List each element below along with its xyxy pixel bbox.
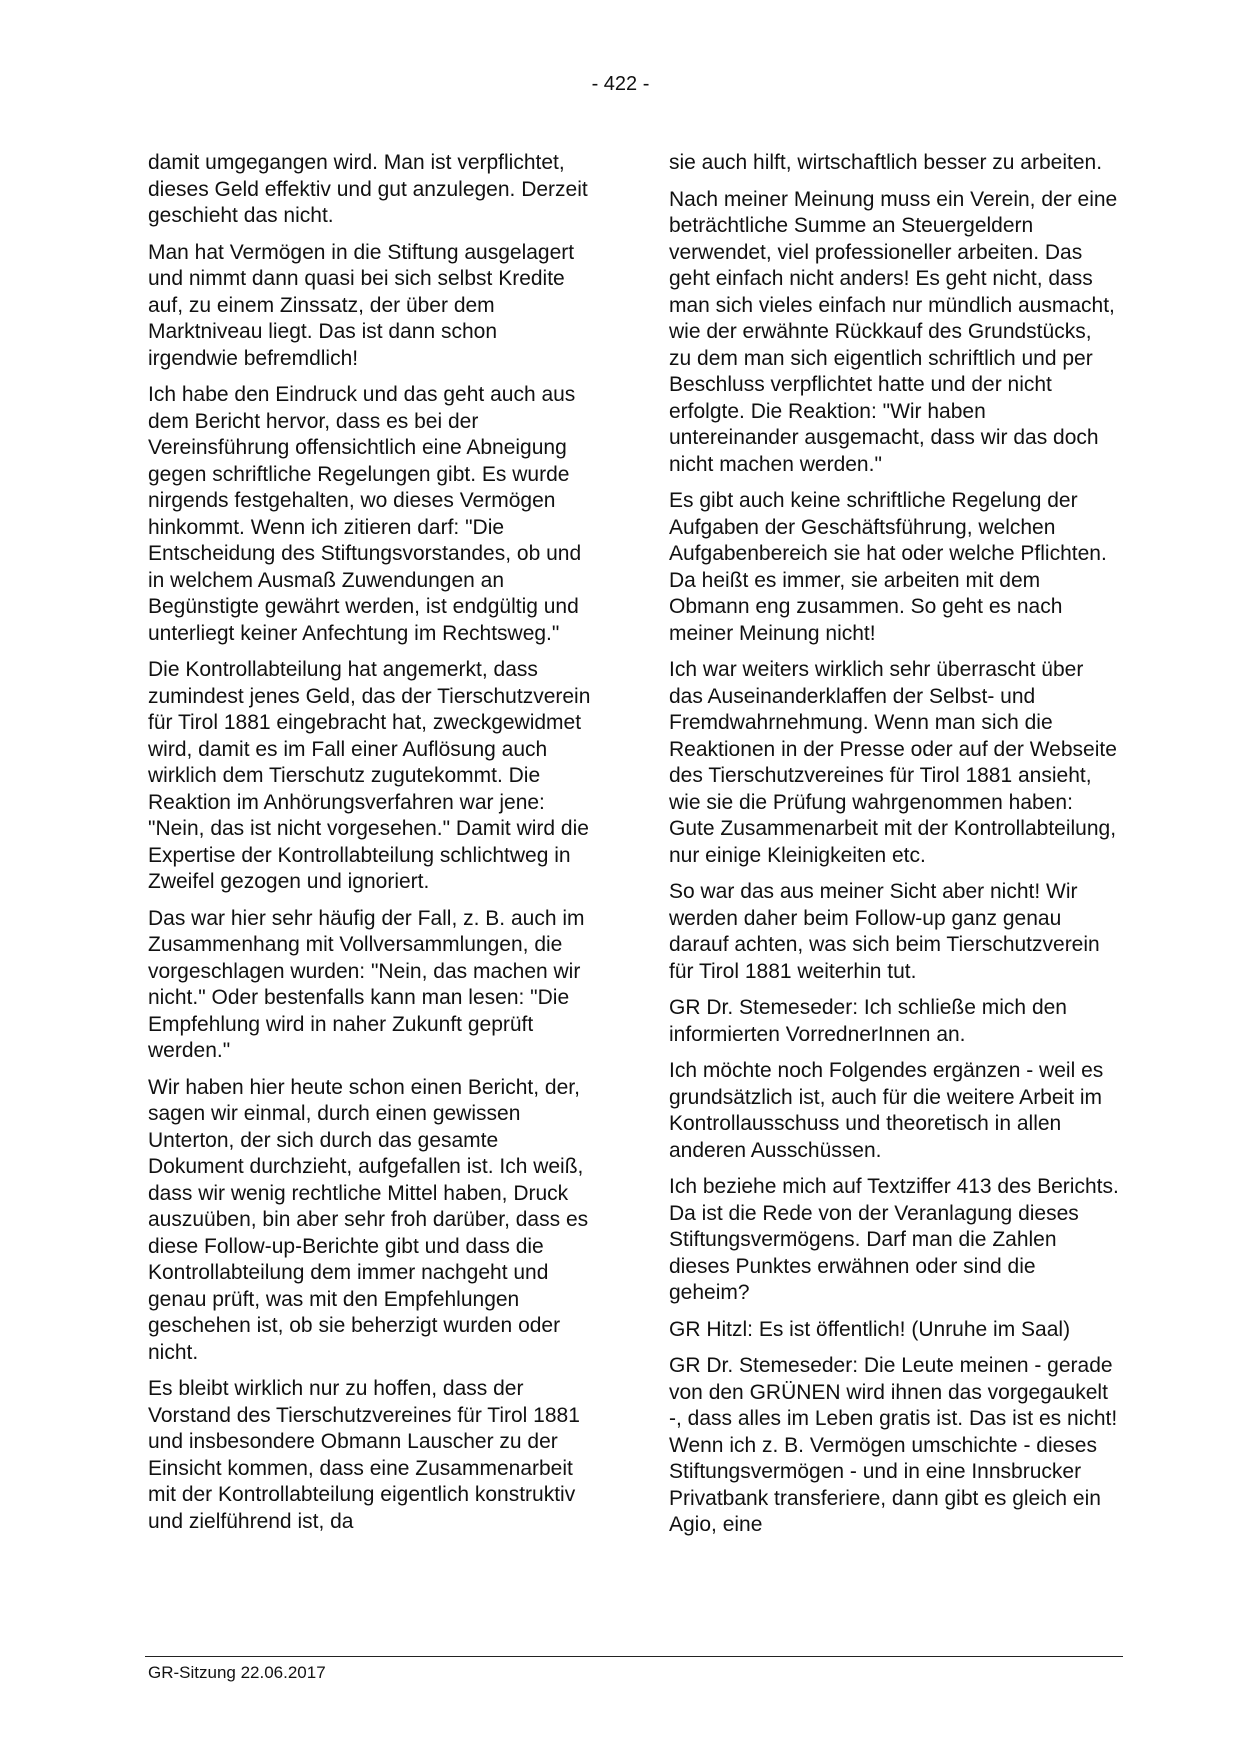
paragraph: sie auch hilft, wirtschaftlich besser zu arbeiten. xyxy=(669,151,1103,174)
paragraph: Die Kontrollabteilung hat angemerkt, dass zumindest jenes Geld, das der Tierschutzverein für Tirol 1881 eingebracht hat, zweckgewidmet wird, damit es im Fall einer Auflösung auch wirklich dem Tierschutz zugutekommt. Die Reaktion im Anhörungsverfahren war jene: "Nein, das ist nicht vorgesehen." Damit wird die Expertise der Kontrollabteilung schlichtweg in Zweifel gezogen und ignoriert. xyxy=(148,658,591,893)
paragraph: Das war hier sehr häufig der Fall, z. B. auch im Zusammenhang mit Vollversammlungen, die vorgeschlagen wurden: "Nein, das machen wir nicht." Oder bestenfalls kann man lesen: "Die Empfehlung wird in naher Zukunft geprüft werden." xyxy=(148,906,585,1062)
paragraph: Ich habe den Eindruck und das geht auch aus dem Bericht hervor, dass es bei der Vereinsführung offensichtlich eine Abneigung gegen schriftliche Regelungen gibt. Es wurde nirgends festgehalten, wo dieses Vermögen hinkommt. Wenn ich zitieren darf: "Die Entscheidung des Stiftungsvorstandes, ob und in welchem Ausmaß Zuwendungen an Begünstigte gewährt werden, ist endgültig und unterliegt keiner Anfechtung im Rechtsweg." xyxy=(148,383,582,645)
right-column xyxy=(669,150,1119,1549)
paragraph: Man hat Vermögen in die Stiftung ausgelagert und nimmt dann quasi bei sich selbst Kredite auf, zu einem Zinssatz, der über dem Marktniveau liegt. Das ist dann schon irgendwie befremdlich! xyxy=(148,240,575,370)
paragraph: Ich war weiters wirklich sehr überrascht über das Auseinanderklaffen der Selbst- und Fremdwahrnehmung. Wenn man sich die Reaktionen in der Presse oder auf der Webseite des Tierschutzvereines für Tirol 1881 ansieht, wie sie die Prüfung wahrgenommen haben: Gute Zusammenarbeit mit der Kontrollabteilung, nur einige Kleinigkeiten etc. xyxy=(669,658,1117,867)
paragraph: Es gibt auch keine schriftliche Regelung der Aufgaben der Geschäftsführung, welchen Aufgabenbereich sie hat oder welche Pflichten. Da heißt es immer, sie arbeiten mit dem Obmann eng zusammen. So geht es nach meiner Meinung nicht! xyxy=(669,489,1107,645)
paragraph: So war das aus meiner Sicht aber nicht! Wir werden daher beim Follow-up ganz genau darauf achten, was sich beim Tierschutzverein für Tirol 1881 weiterhin tut. xyxy=(669,880,1100,983)
footer-session-label: GR-Sitzung 22.06.2017 xyxy=(148,1663,326,1682)
paragraph: GR Hitzl: Es ist öffentlich! (Unruhe im Saal) xyxy=(669,1317,1071,1341)
paragraph: Nach meiner Meinung muss ein Verein, der eine beträchtliche Summe an Steuergeldern verwendet, viel professioneller arbeiten. Das geht einfach nicht anders! Es geht nicht, dass man sich vieles einfach nur mündlich ausmacht, wie der erwähnte Rückkauf des Grundstücks, zu dem man sich eigentlich schriftlich und per Beschluss verpflichtet hatte und der nicht erfolgte. Die Reaktion: "Wir haben untereinander ausgemacht, dass wir das doch nicht machen werden." xyxy=(669,187,1118,476)
page-number: - 422 - xyxy=(591,73,650,95)
paragraph: GR Dr. Stemeseder: Die Leute meinen - gerade von den GRÜNEN wird ihnen das vorgegaukelt -, dass alles im Leben gratis ist. Das ist es nicht! Wenn ich z. B. Vermögen umschichte - dieses Stiftungsvermögen - und in eine Innsbrucker Privatbank transferiere, dann gibt es gleich ein Agio, eine xyxy=(669,1354,1118,1536)
paragraph: Ich beziehe mich auf Textziffer 413 des Berichts. Da ist die Rede von der Veranlagung dieses Stiftungsvermögens. Darf man die Zahlen dieses Punktes erwähnen oder sind die geheim? xyxy=(669,1175,1119,1304)
paragraph: Wir haben hier heute schon einen Bericht, der, sagen wir einmal, durch einen gewissen Unterton, der sich durch das gesamte Dokument durchzieht, aufgefallen ist. Ich weiß, dass wir wenig rechtliche Mittel haben, Druck auszuüben, bin aber sehr froh darüber, dass es diese Follow-up-Berichte gibt und dass die Kontrollabteilung dem immer nachgeht und genau prüft, was mit den Empfehlungen geschehen ist, ob sie beherzigt wurden oder nicht. xyxy=(148,1075,589,1364)
left-column xyxy=(148,150,592,1545)
footer-divider xyxy=(145,1656,1123,1657)
paragraph: Ich möchte noch Folgendes ergänzen - weil es grundsätzlich ist, auch für die weitere Arbeit im Kontrollausschuss und theoretisch in allen anderen Ausschüssen. xyxy=(669,1059,1104,1162)
paragraph: Es bleibt wirklich nur zu hoffen, dass der Vorstand des Tierschutzvereines für Tirol 1881 und insbesondere Obmann Lauscher zu der Einsicht kommen, dass eine Zusammenarbeit mit der Kontrollabteilung eigentlich konstruktiv und zielführend ist, da xyxy=(148,1377,580,1533)
paragraph: damit umgegangen wird. Man ist verpflichtet, dieses Geld effektiv und gut anzulegen. Derzeit geschieht das nicht. xyxy=(148,151,588,227)
paragraph: GR Dr. Stemeseder: Ich schließe mich den informierten VorrednerInnen an. xyxy=(669,996,1067,1046)
